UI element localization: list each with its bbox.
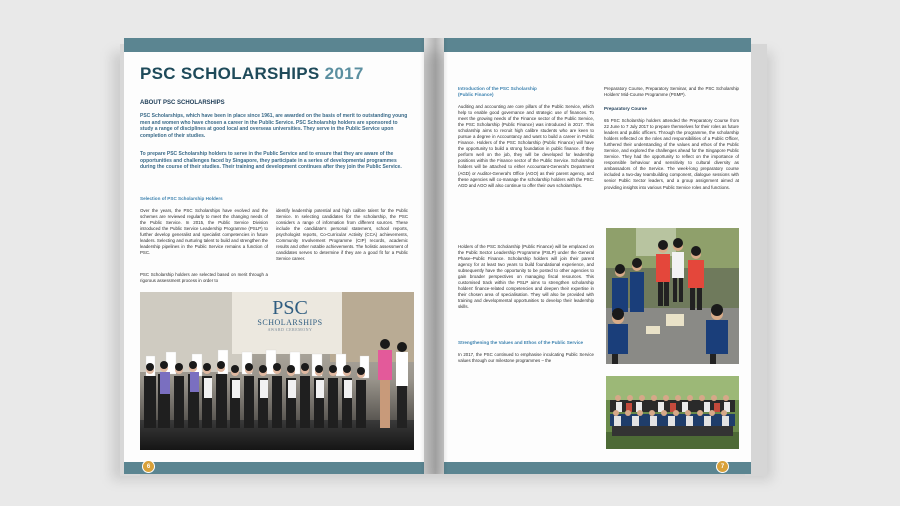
book-spine-gutter: [420, 38, 448, 474]
values-heading: Strengthening the Values and Ethos of the Public Service: [458, 340, 584, 345]
finance-paragraph-1: Auditing and accounting are core pillars of the Public Service, which help to enable good governance and strategic use of finances. To meet the growing needs of the Finance sector of the Public Service, the PSC Scholarship (Public Finance) was introduced in 2017. This scholarship aims to recruit high calibre students who are keen to pursue a degree in Accountancy and want to build a career in Public Finance. Holders of the PSC Scholarship (Public Finance) will have the opportunity to build a strong foundation in public finance. If they perform well on the job, they will be developed for leadership positions within the Finance sector of the Public Service. Scholarship holders will be attached to either Accountant-General's Department (AGD) or Auditor-General's Office (AGO) as their parent agency, and these agencies will co-manage the scholarship holders with the PSC. AGD and AGO will also continue to offer their own scholarships.: [458, 104, 594, 188]
prep-course-heading: Preparatory Course: [604, 106, 647, 111]
intro-finance-heading-line1: Introduction of the PSC Scholarship: [458, 86, 537, 91]
about-heading: ABOUT PSC SCHOLARSHIPS: [140, 100, 225, 106]
selection-col-a-paragraph-2: PSC Scholarship holders are selected based on merit through a rigorous assessment process in order to: [140, 272, 268, 284]
intro-paragraph-2: To prepare PSC Scholarship holders to serve in the Public Service and to ensure that they are aware of the opportunities and challenges faced by Singapore, they participate in a series of developmental programmes during the course of their studies. Their training and development continues after they join the Public Service.: [140, 151, 402, 170]
top-band: [444, 38, 751, 52]
selection-col-a-paragraph-1: Over the years, the PSC Scholarships have evolved and the schemes are reviewed regularly to meet the changing needs of the Public Service. In 2015, the Public Service Division introduced the Public Service Leadership Programme (PSLP) to further develop generalist and specialist competencies in future leaders. Selecting and nurturing talent to build and strengthen the leadership pipelines in the Public Service remains a function of PSC.: [140, 208, 268, 256]
prep-course-paragraph: 65 PSC Scholarship holders attended the Preparatory Course from 22 June to 7 July 2017 to prepare themselves for their roles as future leaders and public officers. Through the programme, the scholarship holders reflected on the roles and responsibilities of a Public Officer, furthered their understanding of the values and ethos of the Public Service, and explored the challenges ahead for the Singapore Public Service. They had the opportunity to reflect on the importance of responsible behaviour and sensitivity to cultural diversity as ambassadors of the Service. The week-long preparatory course included a two-day teambuilding component, dialogue sessions with senior Public Sector leaders, and a group assignment aimed at providing insights into various Public Service roles and functions.: [604, 118, 739, 190]
ceremony-banner: [240, 298, 340, 332]
selection-heading: Selection of PSC Scholarship Holders: [140, 196, 223, 201]
top-band: [124, 38, 424, 52]
title-year: 2017: [324, 64, 364, 83]
left-page: [124, 38, 424, 474]
banner-psc: PSC: [272, 297, 308, 319]
intro-paragraph: PSC Scholarships, which have been in place since 1961, are awarded on the basis of merit to outstanding young men and women who have chosen a career in the Public Service. PSC Scholarship holders are sponsored to study a range of disciplines at good local and overseas universities. They serve in the Public Service upon completion of their studies.: [140, 113, 408, 139]
bottom-band: [124, 462, 424, 474]
group-photo: [606, 376, 739, 449]
teambuilding-photo: [606, 228, 739, 364]
title-text: PSC SCHOLARSHIPS: [140, 64, 320, 83]
finance-paragraph-2: Holders of the PSC Scholarship (Public Finance) will be emplaced on the Public Sector Leadership Programme (PSLP) under the General Phase–Public Finance. Scholarship holders will join their parent agency for at least two years to build foundational experience, and subsequently have the opportunity to be posted to other agencies to gain broader perspectives on managing fiscal resources. This customised track within the PSLP aims to strengthen scholarship holders' finance-related competencies and deepen their expertise in their chosen area of specialisation. They will also be provided with training and developmental opportunities to develop their leadership skills.: [458, 244, 594, 310]
intro-finance-heading: [458, 86, 594, 98]
banner-scholarships: SCHOLARSHIPS: [257, 318, 323, 327]
bottom-band: [444, 462, 751, 474]
page-title: [140, 64, 364, 84]
banner-subtitle: AWARD CEREMONY: [267, 327, 313, 332]
award-ceremony-photo: [140, 292, 414, 450]
right-page: [444, 38, 751, 474]
page-number-badge: 6: [142, 460, 155, 473]
page-number-badge: 7: [716, 460, 729, 473]
values-paragraph: In 2017, the PSC continued to emphasise inculcating Public Service values through our milestone programmes – the: [458, 352, 594, 364]
intro-finance-heading-line2: (Public Finance): [458, 92, 494, 97]
programmes-paragraph: Preparatory Course, Preparatory Seminar, and the PSC Scholarship Holders' Mid-Course Programme (PSMP).: [604, 86, 739, 98]
selection-col-b-paragraph-1: identify leadership potential and high calibre talent for the Public Service. In selecting candidates for the scholarship, the PSC considers a range of information from different sources. These include the candidate's personal statement, school reports, psychologist reports, Co-Curricular Activity (CCA) achievements, Community Involvement Programme (CIP) records, academic results and other notable achievements. The holistic assessment of candidates serves to determine if they are a good fit for a Public Service career.: [276, 208, 408, 262]
